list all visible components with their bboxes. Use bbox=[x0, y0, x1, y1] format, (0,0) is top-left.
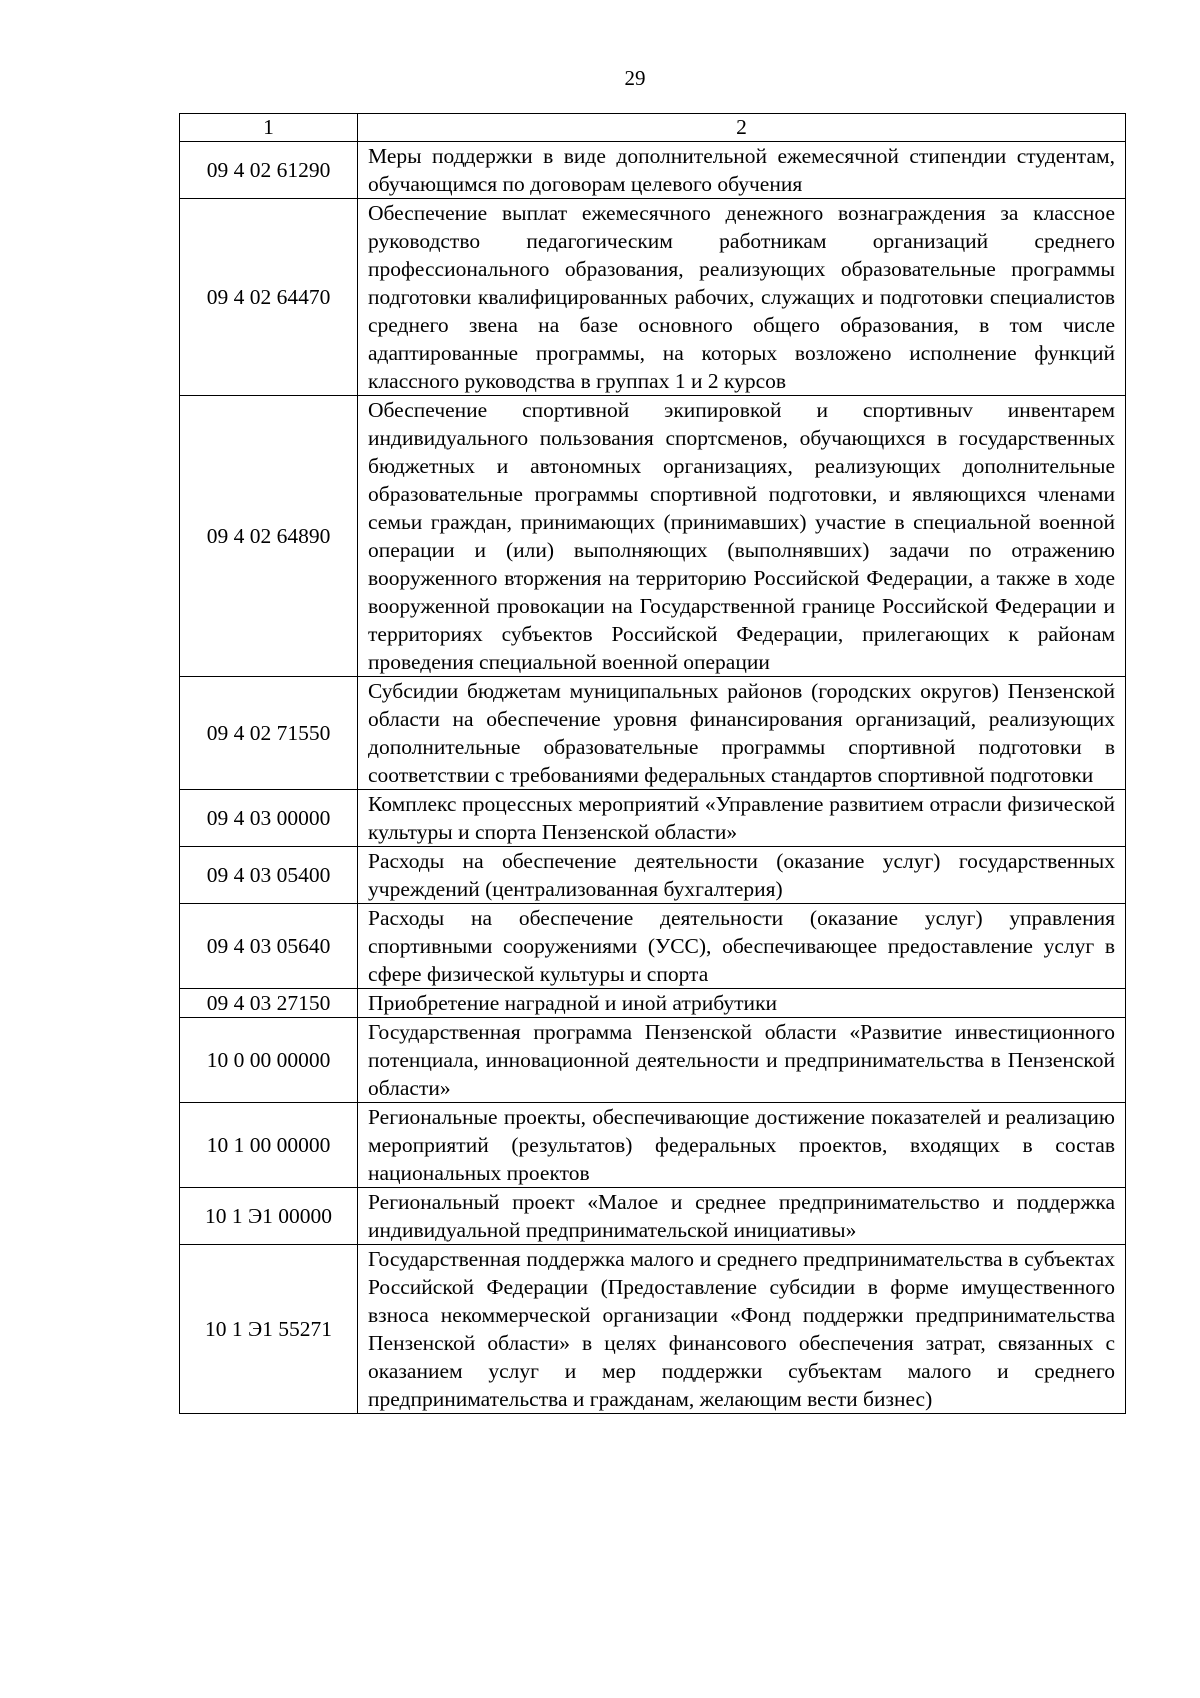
table-row bbox=[180, 199, 1126, 396]
row-code: 09 4 02 61290 bbox=[180, 142, 358, 199]
table-row bbox=[180, 1245, 1126, 1414]
table-header-row bbox=[180, 114, 1126, 142]
table-row bbox=[180, 1103, 1126, 1188]
row-code: 09 4 02 64890 bbox=[180, 396, 358, 677]
row-code: 10 1 Э1 55271 bbox=[180, 1245, 358, 1414]
row-code: 09 4 02 64470 bbox=[180, 199, 358, 396]
row-code: 09 4 03 27150 bbox=[180, 989, 358, 1018]
row-code: 10 1 00 00000 bbox=[180, 1103, 358, 1188]
row-code: 10 1 Э1 00000 bbox=[180, 1188, 358, 1245]
row-description: Расходы на обеспечение деятельности (оказание услуг) управления спортивными сооружениями (УСС), обеспечивающее предоставление услуг в сфере физической культуры и спорта bbox=[358, 904, 1126, 989]
row-description: Комплекс процессных мероприятий «Управление развитием отрасли физической культуры и спорта Пензенской области» bbox=[358, 790, 1126, 847]
row-code: 09 4 03 00000 bbox=[180, 790, 358, 847]
row-description: Обеспечение спортивной экипировкой и спортивныv инвентарем индивидуального пользования спортсменов, обучающихся в государственных бюджетных и автономных организациях, реализующих дополнительные образовательные программы спортивной подготовки, и являющихся членами семьи граждан, принимающих (принимавших) участие в специальной военной операции и (или) выполняющих (выполнявших) задачи по отражению вооруженного вторжения на территорию Российской Федерации, а также в ходе вооруженной провокации на Государственной границе Российской Федерации и территориях субъектов Российской Федерации, прилегающих к районам проведения специальной военной операции bbox=[358, 396, 1126, 677]
row-description: Региональные проекты, обеспечивающие достижение показателей и реализацию мероприятий (результатов) федеральных проектов, входящих в состав национальных проектов bbox=[358, 1103, 1126, 1188]
column-header-description: 2 bbox=[358, 114, 1126, 142]
row-code: 09 4 03 05640 bbox=[180, 904, 358, 989]
table-row bbox=[180, 396, 1126, 677]
table-row bbox=[180, 142, 1126, 199]
table-row bbox=[180, 904, 1126, 989]
budget-classification-table bbox=[179, 113, 1126, 1414]
row-description: Государственная программа Пензенской области «Развитие инвестиционного потенциала, инновационной деятельности и предпринимательства в Пензенской области» bbox=[358, 1018, 1126, 1103]
table-row bbox=[180, 790, 1126, 847]
row-description: Региональный проект «Малое и среднее предпринимательство и поддержка индивидуальной предпринимательской инициативы» bbox=[358, 1188, 1126, 1245]
page-number: 29 bbox=[624, 66, 646, 90]
table-row bbox=[180, 1018, 1126, 1103]
table-row bbox=[180, 989, 1126, 1018]
table-row bbox=[180, 847, 1126, 904]
row-code: 10 0 00 00000 bbox=[180, 1018, 358, 1103]
row-description: Расходы на обеспечение деятельности (оказание услуг) государственных учреждений (централизованная бухгалтерия) bbox=[358, 847, 1126, 904]
column-header-code: 1 bbox=[180, 114, 358, 142]
row-description: Обеспечение выплат ежемесячного денежного вознаграждения за классное руководство педагогическим работникам организаций среднего профессионального образования, реализующих образовательные программы подготовки квалифицированных рабочих, служащих и подготовки специалистов среднего звена на базе основного общего образования, в том числе адаптированные программы, на которых возложено исполнение функций классного руководства в группах 1 и 2 курсов bbox=[358, 199, 1126, 396]
row-description: Государственная поддержка малого и среднего предпринимательства в субъектах Российской Федерации (Предоставление субсидии в форме имущественного взноса некоммерческой организации «Фонд поддержки предпринимательства Пензенской области» в целях финансового обеспечения затрат, связанных с оказанием услуг и мер поддержки субъектам малого и среднего предпринимательства и гражданам, желающим вести бизнес) bbox=[358, 1245, 1126, 1414]
row-code: 09 4 03 05400 bbox=[180, 847, 358, 904]
row-description: Меры поддержки в виде дополнительной ежемесячной стипендии студентам, обучающимся по договорам целевого обучения bbox=[358, 142, 1126, 199]
row-description: Субсидии бюджетам муниципальных районов (городских округов) Пензенской области на обеспечение уровня финансирования организаций, реализующих дополнительные образовательные программы спортивной подготовки в соответствии с требованиями федеральных стандартов спортивной подготовки bbox=[358, 677, 1126, 790]
table-row bbox=[180, 677, 1126, 790]
table-row bbox=[180, 1188, 1126, 1245]
row-description: Приобретение наградной и иной атрибутики bbox=[358, 989, 1126, 1018]
row-code: 09 4 02 71550 bbox=[180, 677, 358, 790]
